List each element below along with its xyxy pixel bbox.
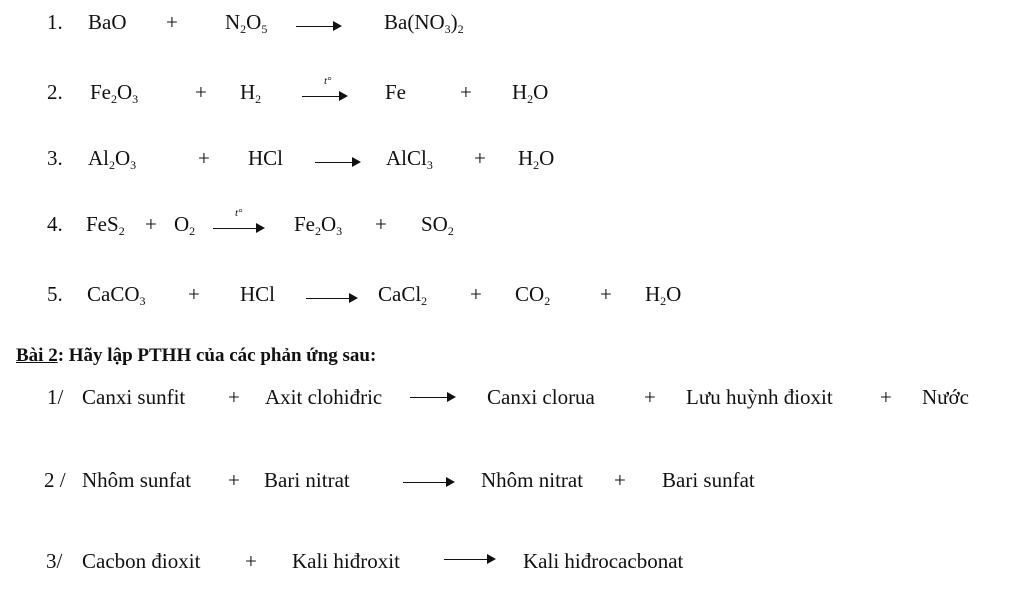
reactant-name: Bari nitrat (264, 468, 350, 492)
product: Fe (385, 80, 406, 104)
product-name: Nước (922, 385, 969, 409)
plus-sign: + (470, 282, 482, 306)
product: AlCl$_3$ (386, 146, 433, 172)
product-name: Bari sunfat (662, 468, 755, 492)
product: $CO_2$ (515, 282, 551, 308)
reactant: $O_2$ (174, 212, 196, 238)
reactant: HCl (240, 282, 276, 306)
equation-number: 2. (47, 80, 63, 104)
equation-number: 5. (47, 282, 63, 306)
product: $H_2O$ (645, 282, 682, 308)
plus-sign: + (375, 212, 387, 236)
plus-sign: + (188, 282, 200, 306)
reactant: $Fe_2O_3$ (90, 80, 139, 106)
reactant-name: Axit clohiđric (265, 385, 383, 409)
plus-sign: + (460, 80, 472, 104)
reactant: $N_2O_5$ (225, 10, 268, 36)
plus-sign: + (614, 468, 626, 492)
reactant: $H_2$ (240, 80, 262, 106)
product: $SO_2$ (421, 212, 454, 238)
arrow-icon (315, 154, 361, 175)
equation-number: 4. (47, 212, 63, 236)
product-name: Lưu huỳnh đioxit (686, 385, 833, 409)
arrow-icon (302, 75, 348, 109)
arrow-icon (306, 290, 358, 311)
arrow-icon (444, 551, 496, 572)
plus-sign: + (195, 80, 207, 104)
reactant-name: Canxi sunfit (82, 385, 186, 409)
reactant-name: Cacbon đioxit (82, 549, 201, 573)
plus-sign: + (228, 468, 240, 492)
equation-number: 3. (47, 146, 63, 170)
plus-sign: + (228, 385, 240, 409)
plus-sign: + (145, 212, 157, 236)
arrow-icon (403, 474, 455, 495)
product-name: Kali hiđrocacbonat (523, 549, 684, 573)
equation-number: 1. (47, 10, 63, 34)
reactant: FeS$_2$ (86, 212, 125, 238)
reactant: CaCO$_3$ (87, 282, 146, 308)
plus-sign: + (600, 282, 612, 306)
product: CaCl$_2$ (378, 282, 428, 308)
arrow-icon (213, 207, 265, 241)
plus-sign: + (644, 385, 656, 409)
reactant: $Al_2O_3$ (88, 146, 137, 172)
condition-label: t° (324, 75, 332, 87)
heading-label: Bài 2 (16, 345, 58, 366)
product: $H_2O$ (518, 146, 555, 172)
item-number: 2 / (44, 468, 66, 492)
plus-sign: + (166, 10, 178, 34)
arrow-icon (410, 389, 456, 410)
plus-sign: + (880, 385, 892, 409)
reactant-name: Nhôm sunfat (82, 468, 192, 492)
reactant-name: Kali hiđroxit (292, 549, 400, 573)
plus-sign: + (474, 146, 486, 170)
plus-sign: + (245, 549, 257, 573)
heading-text: : Hãy lập PTHH của các phản ứng sau: (57, 345, 377, 366)
product: $Fe_2O_3$ (294, 212, 343, 238)
product: $Ba(NO_3)_2$ (384, 10, 464, 36)
condition-label: t° (235, 207, 243, 219)
plus-sign: + (198, 146, 210, 170)
arrow-icon (296, 18, 342, 39)
product: $H_2O$ (512, 80, 549, 106)
item-number: 1/ (47, 385, 64, 409)
product-name: Nhôm nitrat (481, 468, 584, 492)
item-number: 3/ (46, 549, 63, 573)
product-name: Canxi clorua (487, 385, 595, 409)
section-heading (16, 345, 376, 367)
reactant: BaO (88, 10, 127, 34)
reactant: HCl (248, 146, 284, 170)
